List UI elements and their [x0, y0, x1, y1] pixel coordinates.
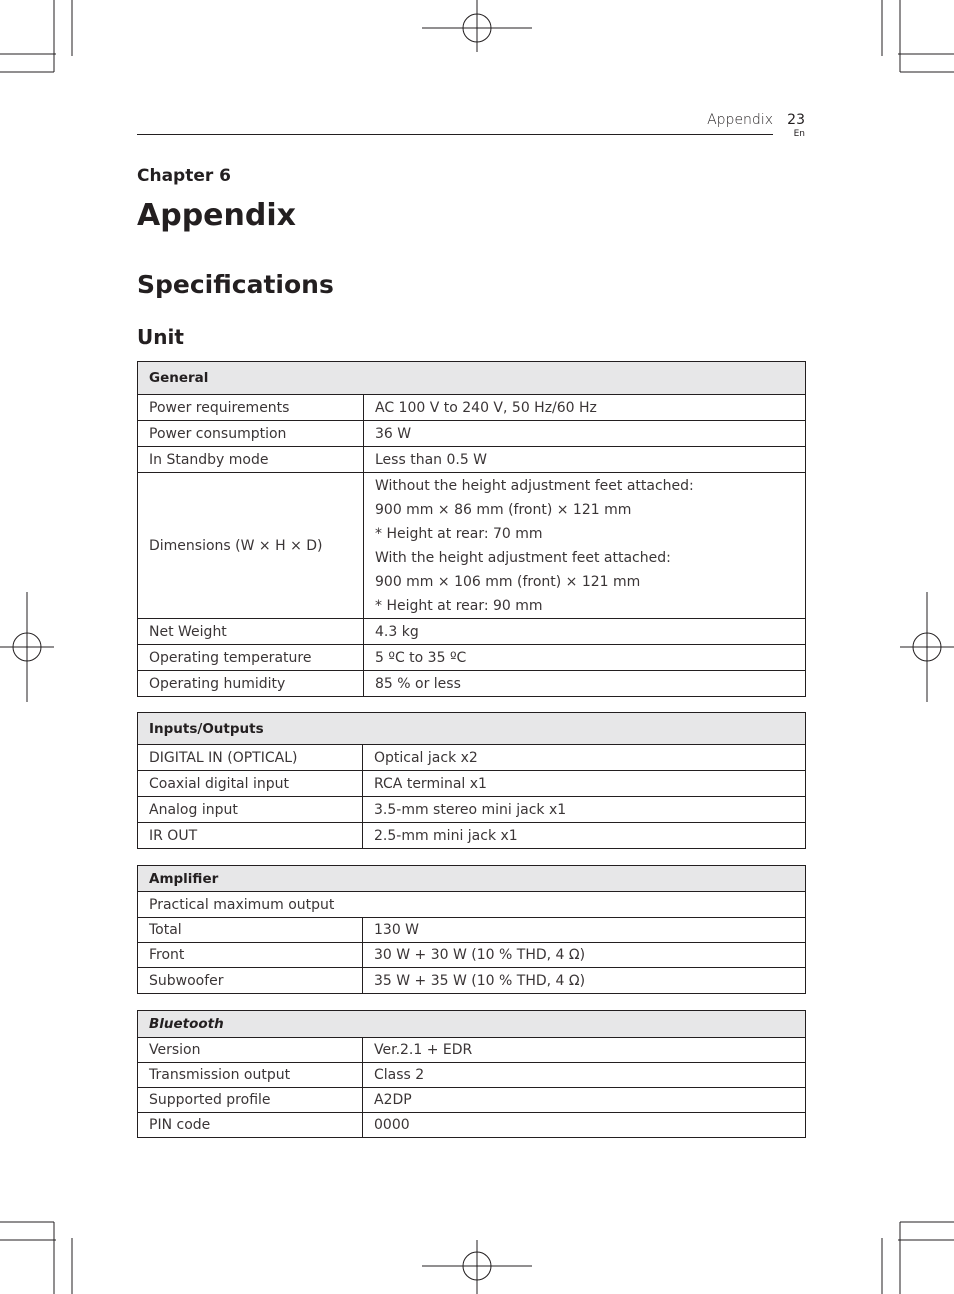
spec-label: Supported profile	[138, 1088, 363, 1113]
bluetooth-table	[137, 1010, 806, 1138]
spec-label: Power requirements	[138, 395, 364, 421]
page-number: 23	[787, 112, 805, 128]
dimension-line: With the height adjustment feet attached:	[375, 549, 671, 566]
spec-value: Class 2	[363, 1063, 806, 1088]
spec-value: A2DP	[363, 1088, 806, 1113]
subsection-heading: Unit	[137, 325, 184, 349]
spec-value: RCA terminal x1	[363, 771, 806, 797]
spec-label: Power consumption	[138, 421, 364, 447]
dimension-line: 900 mm × 86 mm (front) × 121 mm	[375, 501, 632, 518]
chapter-label: Chapter 6	[137, 166, 232, 186]
language-code: En	[793, 129, 805, 139]
spec-label: Front	[138, 943, 363, 968]
table-row	[138, 1063, 806, 1088]
dimension-line: 900 mm × 106 mm (front) × 121 mm	[375, 573, 641, 590]
dimension-line: * Height at rear: 70 mm	[375, 525, 543, 542]
table-row	[138, 619, 806, 645]
dimension-line: * Height at rear: 90 mm	[375, 597, 543, 614]
page-title: Appendix	[137, 198, 296, 233]
io-heading: Inputs/Outputs	[138, 713, 806, 745]
spec-label: In Standby mode	[138, 447, 364, 473]
general-heading: General	[138, 362, 806, 395]
table-row	[138, 1038, 806, 1063]
spec-value: 5 ºC to 35 ºC	[364, 645, 806, 671]
amplifier-table	[137, 865, 806, 994]
spec-label: Coaxial digital input	[138, 771, 363, 797]
spec-label: Operating humidity	[138, 671, 364, 697]
spec-label: Operating temperature	[138, 645, 364, 671]
spec-value: Optical jack x2	[363, 745, 806, 771]
table-row	[138, 1113, 806, 1138]
spec-label: DIGITAL IN (OPTICAL)	[138, 745, 363, 771]
spec-label: Transmission output	[138, 1063, 363, 1088]
table-row	[138, 918, 806, 943]
spec-value-multiline	[364, 473, 806, 619]
spec-label: Total	[138, 918, 363, 943]
table-row	[138, 968, 806, 994]
dimension-line: Without the height adjustment feet attached:	[375, 477, 694, 494]
spec-label: Net Weight	[138, 619, 364, 645]
table-row	[138, 473, 806, 619]
table-row	[138, 797, 806, 823]
spec-value: 4.3 kg	[364, 619, 806, 645]
spec-value: Ver.2.1 + EDR	[363, 1038, 806, 1063]
table-row	[138, 645, 806, 671]
spec-value: 2.5-mm mini jack x1	[363, 823, 806, 849]
spec-value: AC 100 V to 240 V, 50 Hz/60 Hz	[364, 395, 806, 421]
spec-value: 130 W	[363, 918, 806, 943]
spec-value: 36 W	[364, 421, 806, 447]
io-table	[137, 712, 806, 849]
amplifier-heading: Amplifier	[138, 866, 806, 892]
general-table	[137, 361, 806, 697]
table-row	[138, 447, 806, 473]
bluetooth-heading: Bluetooth	[138, 1011, 806, 1038]
table-row	[138, 943, 806, 968]
spec-label: PIN code	[138, 1113, 363, 1138]
spec-label: Subwoofer	[138, 968, 363, 994]
table-row	[138, 421, 806, 447]
section-heading: Specifications	[137, 270, 334, 299]
spec-label: Version	[138, 1038, 363, 1063]
spec-subheading: Practical maximum output	[138, 892, 806, 918]
spec-label: IR OUT	[138, 823, 363, 849]
table-row	[138, 823, 806, 849]
spec-label: Analog input	[138, 797, 363, 823]
spec-value: 0000	[363, 1113, 806, 1138]
spec-value: 30 W + 30 W (10 % THD, 4 Ω)	[363, 943, 806, 968]
table-row	[138, 892, 806, 918]
table-row	[138, 671, 806, 697]
spec-value: 3.5-mm stereo mini jack x1	[363, 797, 806, 823]
header-section: Appendix	[707, 112, 773, 128]
header-rule	[137, 134, 773, 135]
spec-value: Less than 0.5 W	[364, 447, 806, 473]
running-header	[137, 110, 805, 140]
spec-value: 85 % or less	[364, 671, 806, 697]
table-row	[138, 771, 806, 797]
spec-value: 35 W + 35 W (10 % THD, 4 Ω)	[363, 968, 806, 994]
table-row	[138, 745, 806, 771]
table-row	[138, 1088, 806, 1113]
table-row	[138, 395, 806, 421]
spec-label: Dimensions (W × H × D)	[138, 473, 364, 619]
